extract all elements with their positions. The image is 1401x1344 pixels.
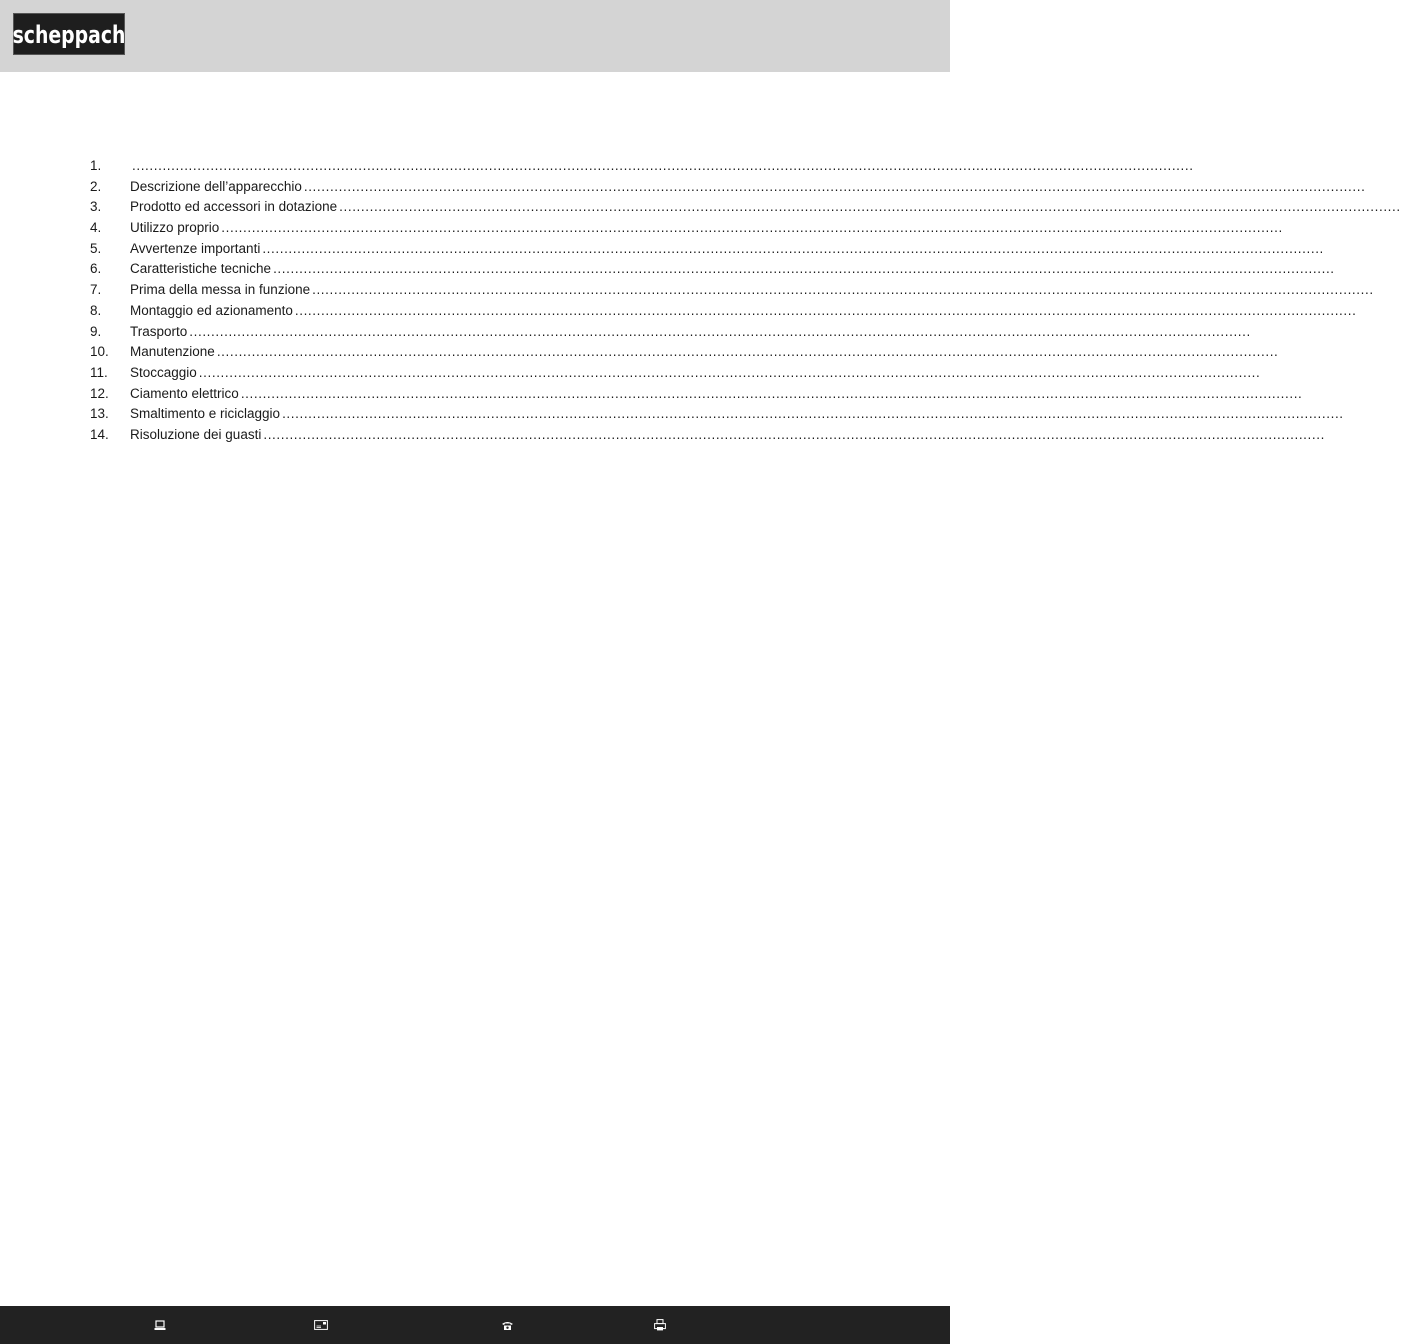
toc-entry-number: 8.	[90, 302, 102, 318]
toc-entry-title: Descrizione dell’apparecchio	[130, 178, 302, 194]
toc-entry[interactable]	[90, 425, 569, 446]
toc-entry-title: Trasporto	[130, 323, 188, 339]
toc-dot-leader	[263, 425, 1325, 446]
toc-dot-leader	[282, 404, 1344, 425]
toc-entry-title: Manutenzione	[130, 344, 215, 360]
toc-entry-number: 4.	[90, 220, 102, 236]
toc-entry-title: Utilizzo proprio	[130, 220, 220, 236]
toc-entry[interactable]	[90, 197, 569, 218]
toc-entry[interactable]	[90, 218, 569, 239]
toc-dot-leader	[221, 218, 1283, 239]
toc-dot-leader	[273, 259, 1335, 280]
page-header	[0, 0, 950, 72]
toc-dot-leader	[217, 342, 1279, 363]
computer-icon	[153, 1318, 167, 1332]
toc-entry[interactable]	[90, 384, 569, 405]
toc-entry[interactable]	[90, 177, 569, 198]
toc-entry-number: 12.	[90, 385, 109, 401]
toc-entry-title: Ciamento elettrico	[130, 385, 239, 401]
fax-icon	[653, 1318, 667, 1332]
page-footer	[0, 1306, 950, 1344]
toc-entry-number: 6.	[90, 261, 102, 277]
toc-entry[interactable]	[90, 363, 569, 384]
toc-entry-title: Avvertenze importanti	[130, 240, 261, 256]
toc-dot-leader	[199, 363, 1261, 384]
toc-entry[interactable]	[90, 156, 569, 177]
toc-dot-leader	[295, 301, 1357, 322]
toc-dot-leader	[132, 156, 1194, 177]
toc-entry-number: 10.	[90, 344, 109, 360]
toc-entry-title: Montaggio ed azionamento	[130, 302, 293, 318]
toc-entry[interactable]	[90, 342, 569, 363]
toc-entry-number: 9.	[90, 323, 102, 339]
svg-text:scheppach: scheppach	[12, 22, 126, 50]
toc-entry-title: Smaltimento e riciclaggio	[130, 406, 281, 422]
toc-entry-number: 13.	[90, 406, 109, 422]
toc-entry-number: 3.	[90, 199, 102, 215]
logo-wordmark-icon	[12, 17, 126, 51]
table-of-contents	[90, 156, 569, 446]
toc-entry-title: Stoccaggio	[130, 364, 197, 380]
toc-entry-number: 14.	[90, 426, 109, 442]
toc-dot-leader	[304, 177, 1366, 198]
toc-entry-number: 1.	[90, 158, 102, 173]
toc-entry-title: Caratteristiche tecniche	[130, 261, 272, 277]
toc-entry[interactable]	[90, 322, 569, 343]
toc-dot-leader	[262, 239, 1324, 260]
toc-entry[interactable]	[90, 239, 569, 260]
toc-dot-leader	[241, 384, 1303, 405]
toc-entry-number: 2.	[90, 178, 102, 194]
toc-entry-title: Prima della messa in funzione	[130, 282, 311, 298]
toc-entry-number: 7.	[90, 282, 102, 298]
phone-icon	[500, 1318, 514, 1332]
toc-entry[interactable]	[90, 280, 569, 301]
toc-entry-number: 5.	[90, 240, 102, 256]
toc-entry-title: Prodotto ed accessori in dotazione	[130, 199, 338, 215]
toc-entry[interactable]	[90, 404, 569, 425]
mail-icon	[314, 1318, 328, 1332]
toc-entry[interactable]	[90, 301, 569, 322]
toc-dot-leader	[312, 280, 1374, 301]
scheppach-logo	[13, 13, 125, 55]
toc-entry[interactable]	[90, 259, 569, 280]
toc-dot-leader	[339, 197, 1401, 218]
toc-entry-title: Risoluzione dei guasti	[130, 426, 262, 442]
toc-entry-number: 11.	[90, 364, 108, 380]
toc-dot-leader	[189, 322, 1251, 343]
